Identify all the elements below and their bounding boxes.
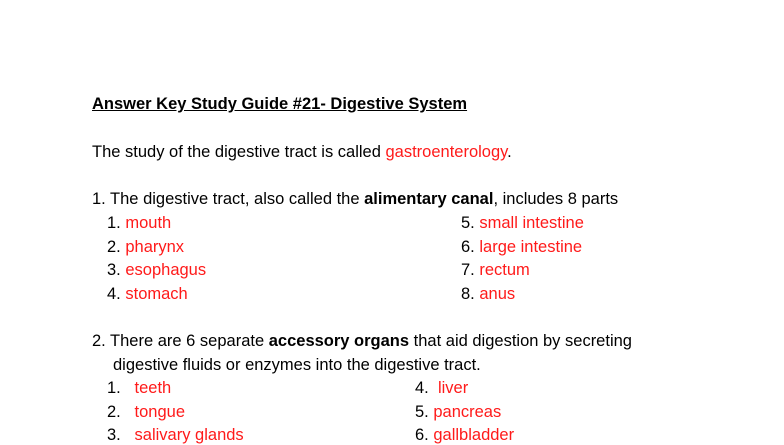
q2-item-number: 2. bbox=[107, 403, 121, 421]
q2-item-answer: liver bbox=[437, 379, 469, 397]
q1-item bbox=[107, 260, 206, 280]
q2-item-answer: salivary glands bbox=[134, 426, 244, 444]
q1-item-answer: pharynx bbox=[125, 238, 185, 256]
q1-text-start: 1. The digestive tract, also called the bbox=[92, 190, 365, 208]
q1-text-end: , includes 8 parts bbox=[493, 190, 619, 208]
intro-answer: gastroenterology bbox=[385, 143, 508, 161]
q2-sentence-continued: digestive fluids or enzymes into the digestive tract. bbox=[113, 356, 481, 374]
q2-item bbox=[415, 402, 501, 422]
q2-bold-term: accessory organs bbox=[268, 332, 410, 350]
q2-item bbox=[415, 378, 468, 398]
q2-item bbox=[107, 425, 244, 445]
q2-item bbox=[415, 425, 514, 445]
q2-item bbox=[107, 402, 185, 422]
q1-item bbox=[461, 237, 582, 257]
q1-item-answer: large intestine bbox=[479, 238, 583, 256]
q2-item-number: 5. bbox=[415, 403, 429, 421]
q1-item-number: 7. bbox=[461, 261, 475, 279]
q1-item-number: 4. bbox=[107, 285, 121, 303]
q2-item-answer: teeth bbox=[134, 379, 172, 397]
q1-item-answer: mouth bbox=[125, 214, 172, 232]
q2-item-number: 6. bbox=[415, 426, 429, 444]
q1-item-number: 3. bbox=[107, 261, 121, 279]
q1-item-answer: anus bbox=[479, 285, 516, 303]
intro-sentence bbox=[92, 142, 512, 162]
page-title: Answer Key Study Guide #21- Digestive System bbox=[92, 95, 468, 113]
q2-sentence bbox=[92, 331, 632, 351]
q1-item bbox=[461, 260, 530, 280]
q2-item-number: 1. bbox=[107, 379, 121, 397]
q1-item-number: 8. bbox=[461, 285, 475, 303]
q1-bold-term: alimentary canal bbox=[364, 190, 494, 208]
q1-item-answer: small intestine bbox=[479, 214, 584, 232]
q2-text-start: 2. There are 6 separate bbox=[92, 332, 269, 350]
q1-item-number: 2. bbox=[107, 238, 121, 256]
q1-item-number: 1. bbox=[107, 214, 121, 232]
q1-sentence bbox=[92, 189, 618, 209]
intro-period: . bbox=[507, 143, 512, 161]
q1-item-number: 5. bbox=[461, 214, 475, 232]
q1-item bbox=[461, 284, 515, 304]
q2-item-number: 3. bbox=[107, 426, 121, 444]
q2-item-answer: pancreas bbox=[433, 403, 502, 421]
q1-item-answer: esophagus bbox=[125, 261, 207, 279]
q1-item bbox=[107, 284, 188, 304]
q1-item-answer: rectum bbox=[479, 261, 530, 279]
intro-text: The study of the digestive tract is called bbox=[92, 143, 386, 161]
q1-item bbox=[461, 213, 584, 233]
q1-item bbox=[107, 237, 184, 257]
q1-item-number: 6. bbox=[461, 238, 475, 256]
q1-item bbox=[107, 213, 171, 233]
q1-item-answer: stomach bbox=[125, 285, 188, 303]
q2-item bbox=[107, 378, 171, 398]
q2-item-number: 4. bbox=[415, 379, 429, 397]
q2-text-end: that aid digestion by secreting bbox=[409, 332, 632, 350]
q2-item-answer: gallbladder bbox=[433, 426, 515, 444]
q2-item-answer: tongue bbox=[134, 403, 185, 421]
